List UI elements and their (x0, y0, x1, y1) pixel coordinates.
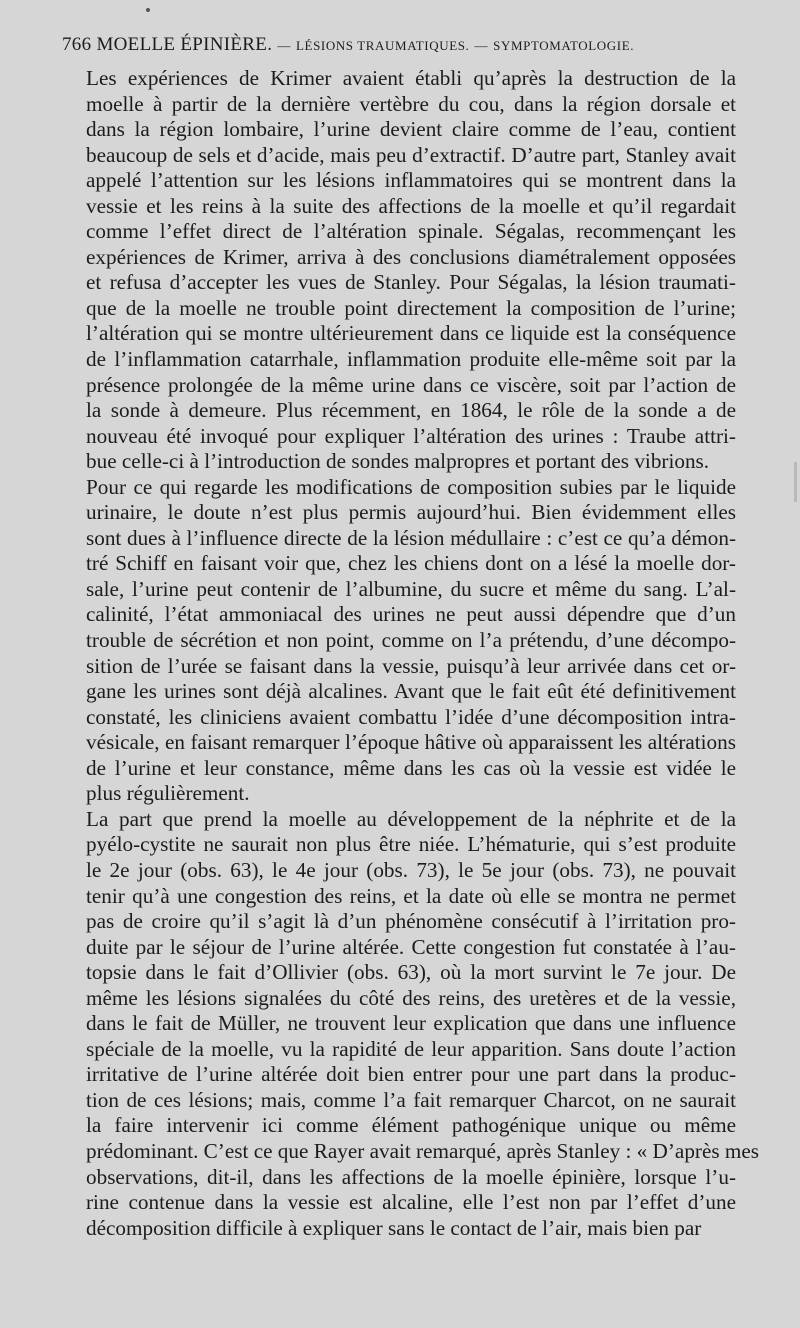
text-line: présence prolongée de la même urine dans ce viscère, soit par l’action de (86, 372, 736, 397)
text-line: expériences de Krimer, arriva à des conclusions diamétralement opposées (86, 244, 736, 269)
text-line: duite par le séjour de l’urine altérée. Cette congestion fut constatée à l’au- (86, 934, 736, 959)
text-line: irritative de l’urine altérée doit bien entrer pour une part dans la produc- (86, 1062, 736, 1087)
body-text (60, 66, 760, 1241)
text-line: tion de ces lésions; mais, comme l’a fait remarquer Charcot, on ne saurait (86, 1087, 736, 1112)
paragraph (60, 66, 736, 475)
text-line: que de la moelle ne trouble point directement la composition de l’urine; (86, 295, 736, 320)
text-line: la sonde à demeure. Plus récemment, en 1864, le rôle de la sonde a de (86, 398, 736, 423)
text-line: même les lésions signalées du côté des reins, des uretères et de la vessie, (86, 985, 736, 1010)
header-title: MOELLE ÉPINIÈRE. (96, 34, 273, 55)
text-line: comme l’effet direct de l’altération spinale. Ségalas, recommençant les (86, 219, 736, 244)
text-line: spéciale de la moelle, vu la rapidité de leur apparition. Sans doute l’action (86, 1036, 736, 1061)
text-line: Pour ce qui regarde les modifications de composition subies par le liquide (86, 474, 736, 499)
text-line: tenir qu’à une congestion des reins, et la date où elle se montra ne permet (86, 883, 736, 908)
text-line: sition de l’urée se faisant dans la vessie, puisqu’à leur arrivée dans cet or- (86, 653, 736, 678)
text-line: dans le fait de Müller, ne trouvent leur explication que dans une influence (86, 1011, 736, 1036)
header-subsection: SYMPTOMATOLOGIE. (493, 38, 635, 53)
text-line: pas de croire qu’il s’agit là d’un phénomène consécutif à l’irritation pro- (86, 909, 736, 934)
text-line: topsie dans le fait d’Ollivier (obs. 63), où la mort survint le 7e jour. De (86, 960, 736, 985)
text-line: La part que prend la moelle au développement de la néphrite et de la (86, 806, 736, 831)
running-header (62, 34, 742, 56)
text-line: appelé l’attention sur les lésions inflammatoires qui se montrent dans la (86, 168, 736, 193)
text-line: le 2e jour (obs. 63), le 4e jour (obs. 73), le 5e jour (obs. 73), ne pouvait (86, 857, 736, 882)
paragraph (60, 806, 760, 1241)
text-line: sale, l’urine peut contenir de l’albumine, du sucre et même du sang. L’al- (86, 576, 736, 601)
text-line: pyélo-cystite ne saurait non plus être niée. L’hématurie, qui s’est produite (86, 832, 736, 857)
text-line: la faire intervenir ici comme élément pathogénique unique ou même (86, 1113, 736, 1138)
header-dash: — (474, 38, 489, 53)
page-number: 766 (62, 34, 92, 55)
text-line: nouveau été invoqué pour expliquer l’altération des urines : Traube attri- (86, 423, 736, 448)
text-line: urinaire, le doute n’est plus permis aujourd’hui. Bien évidemment elles (86, 500, 736, 525)
text-line: plus régulièrement. (86, 781, 250, 806)
header-section: LÉSIONS TRAUMATIQUES. (295, 38, 470, 53)
text-line: dans la région lombaire, l’urine devient claire comme de l’eau, contient (86, 117, 736, 142)
text-line: gane les urines sont déjà alcalines. Avant que le fait eût été definitivement (86, 679, 736, 704)
text-line: bue celle-ci à l’introduction de sondes malpropres et portant des vibrions. (86, 449, 710, 474)
text-line: beaucoup de sels et d’acide, mais peu d’extractif. D’autre part, Stanley avait (86, 142, 736, 167)
text-line: l’altération qui se montre ultérieurement dans ce liquide est la conséquence (86, 321, 736, 346)
text-line: Les expériences de Krimer avaient établi qu’après la destruction de la (86, 66, 736, 90)
ink-speck (146, 8, 150, 12)
text-line: observations, dit-il, dans les affections de la moelle épinière, lorsque l’u- (86, 1164, 736, 1189)
header-dash: — (277, 38, 291, 53)
text-line: trouble de sécrétion et non point, comme on l’a prétendu, d’une décompo- (86, 628, 736, 653)
page-edge-mark (794, 462, 797, 502)
text-line: prédominant. C’est ce que Rayer avait remarqué, après Stanley : « D’après mes (86, 1138, 760, 1163)
text-line: décomposition difficile à expliquer sans le contact de l’air, mais bien par (86, 1215, 702, 1240)
paragraph (60, 475, 736, 807)
text-line: vessie et les reins à la suite des affections de la moelle et qu’il regardait (86, 193, 736, 218)
text-line: rine contenue dans la vessie est alcaline, elle l’est non par l’effet d’une (86, 1190, 736, 1215)
text-line: de l’inflammation catarrhale, inflammation produite elle-même soit par la (86, 347, 736, 372)
text-line: vésicale, en faisant remarquer l’époque hâtive où apparaissent les altérations (86, 730, 736, 755)
text-line: moelle à partir de la dernière vertèbre du cou, dans la région dorsale et (86, 91, 736, 116)
text-line: sont dues à l’influence directe de la lésion médullaire : c’est ce qu’a démon- (86, 525, 736, 550)
text-line: constaté, les cliniciens avaient combattu l’idée d’une décomposition intra- (86, 704, 736, 729)
text-line: tré Schiff en faisant voir que, chez les chiens dont on a lésé la moelle dor- (86, 551, 736, 576)
text-line: et refusa d’accepter les vues de Stanley. Pour Ségalas, la lésion traumati- (86, 270, 736, 295)
text-line: de l’urine et leur constance, même dans les cas où la vessie est vidée le (86, 755, 736, 780)
text-line: calinité, l’état ammoniacal des urines ne peut aussi dépendre que d’un (86, 602, 736, 627)
